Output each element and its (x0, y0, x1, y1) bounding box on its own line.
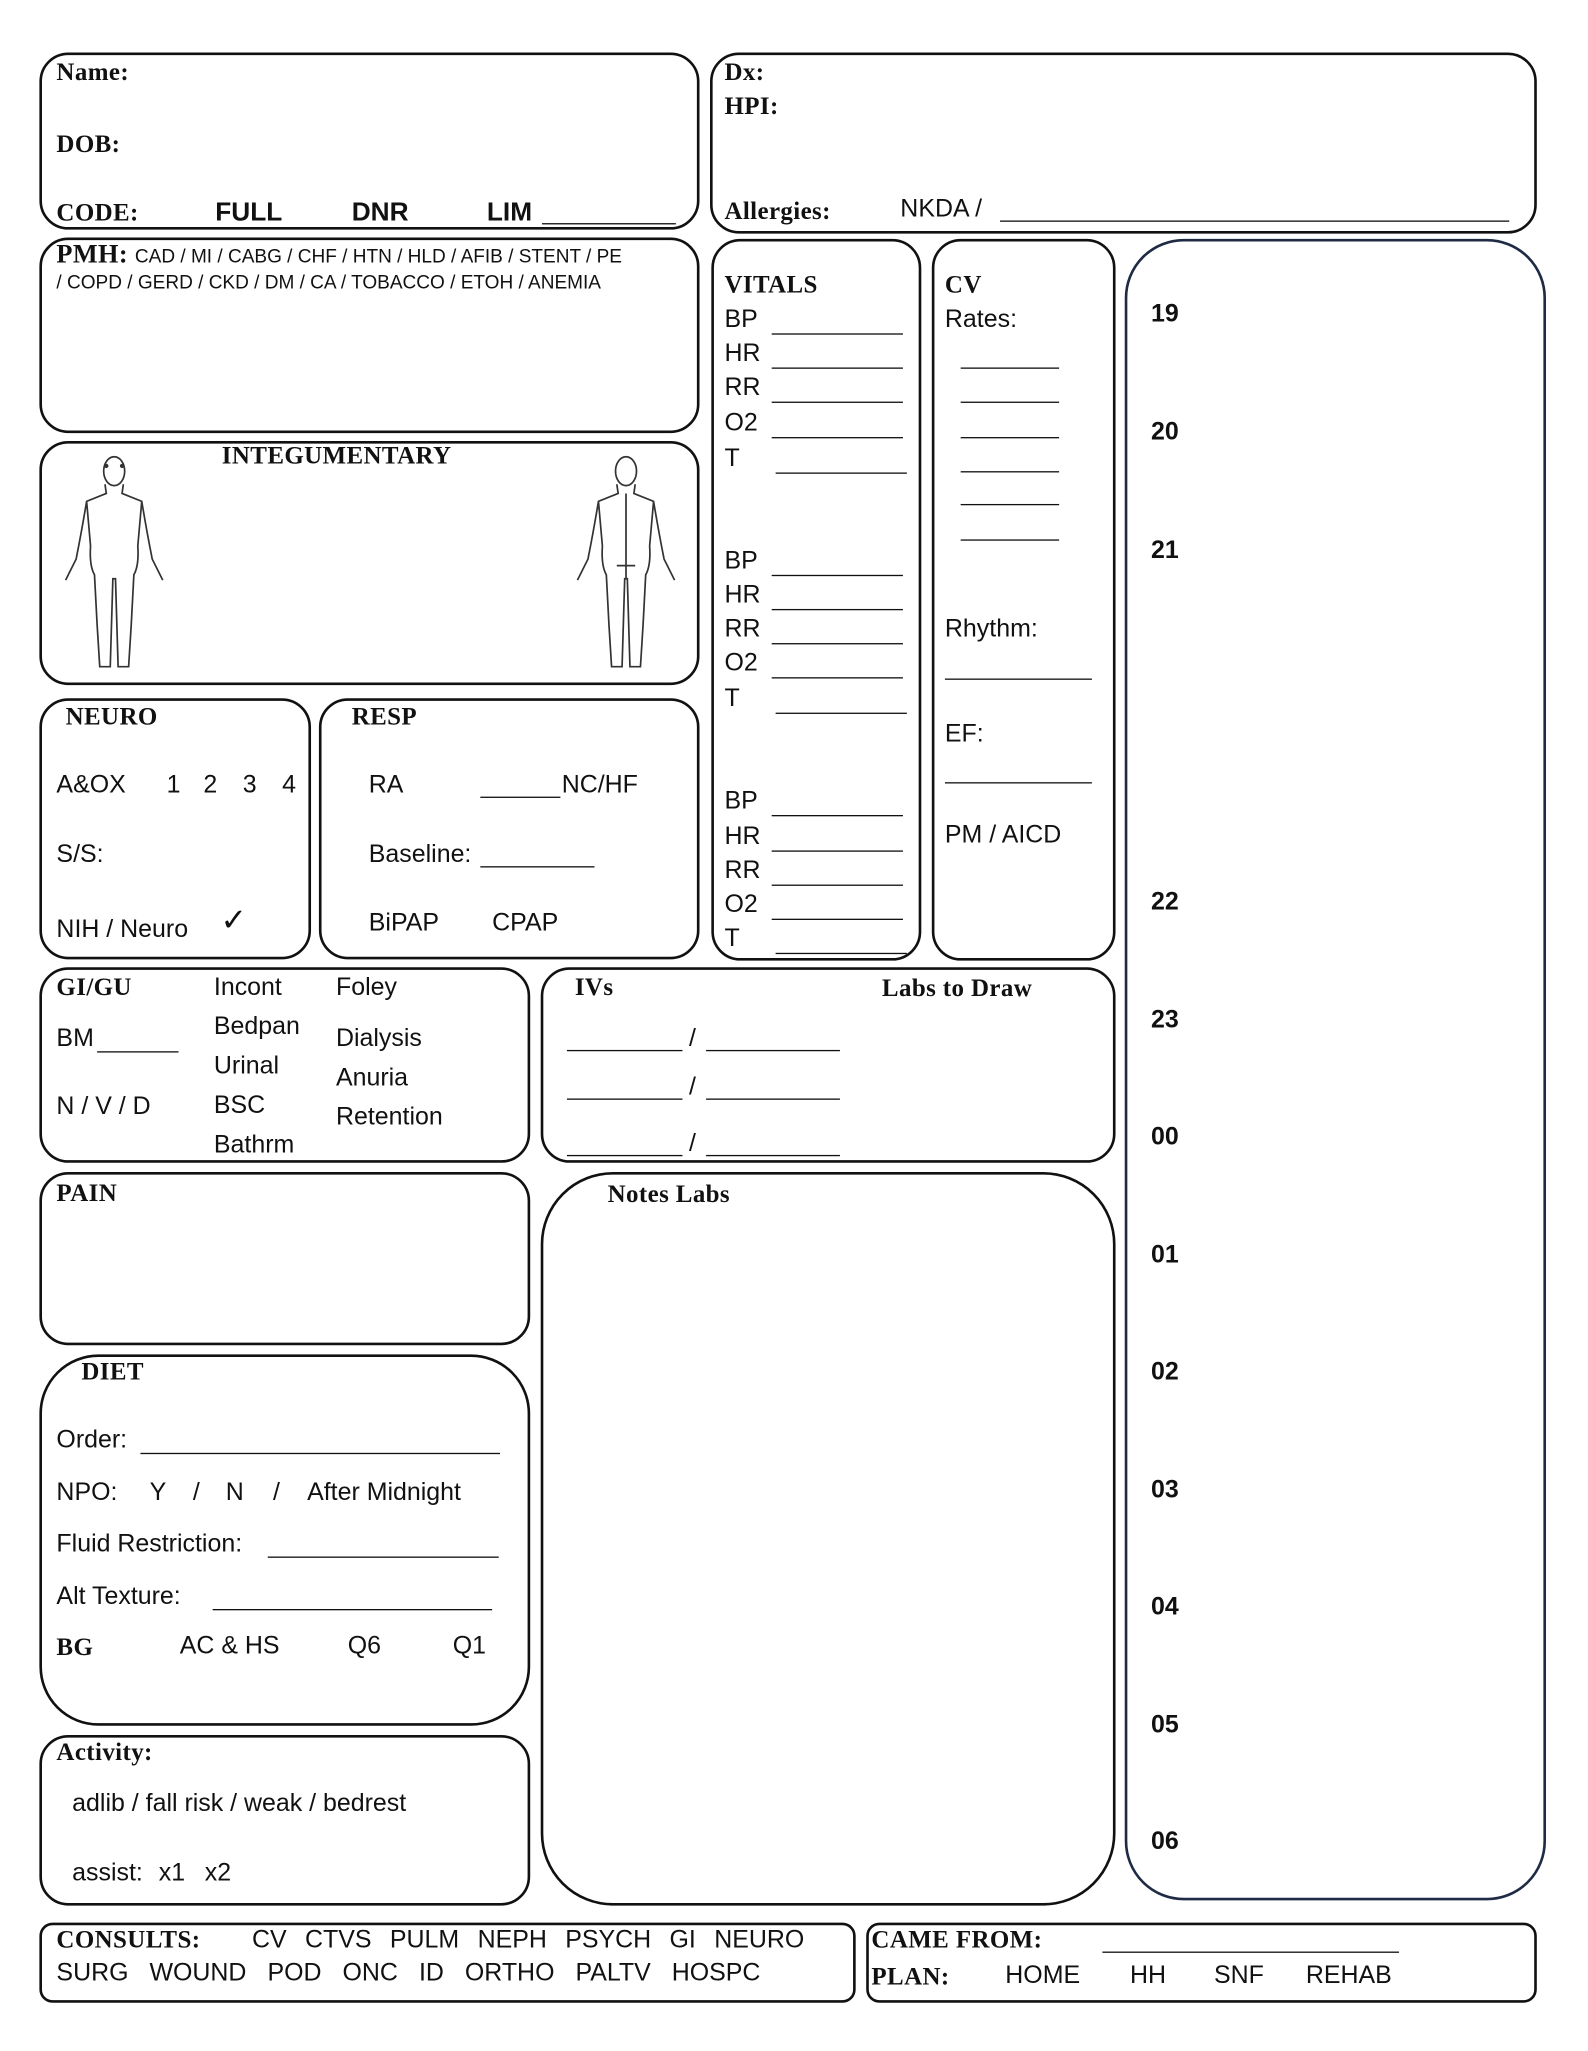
consult-id[interactable]: ID (418, 1959, 444, 1987)
pm-aicd[interactable]: PM / AICD (944, 821, 1062, 850)
ss-label: S/S: (56, 841, 104, 869)
hpi-label: HPI: (724, 93, 779, 121)
integumentary-title: INTEGUMENTARY (221, 442, 452, 470)
vital-label-rr: RR (724, 374, 761, 402)
assist-label: assist: (72, 1859, 143, 1888)
iv-separator: / (689, 1024, 696, 1053)
neuro-title: NEURO (65, 703, 158, 732)
vital-label-bp: BP (724, 547, 758, 575)
npo-sep: / (272, 1479, 280, 1507)
iv-line[interactable] (706, 1050, 840, 1051)
iv-separator: / (689, 1129, 696, 1158)
hour-label: 01 (1150, 1241, 1179, 1270)
activity-title: Activity: (56, 1738, 153, 1767)
gigu-title: GI/GU (56, 973, 132, 1002)
hour-label: 19 (1150, 300, 1179, 329)
baseline-line[interactable] (480, 866, 594, 867)
fluid-line[interactable] (268, 1557, 499, 1558)
labs-to-draw-title: Labs to Draw (881, 975, 1033, 1003)
aox-label: A&OX (56, 771, 126, 800)
ivs-title: IVs (574, 973, 614, 1002)
consult-psych[interactable]: PSYCH (565, 1926, 652, 1955)
name-label: Name: (56, 59, 130, 87)
hour-label: 04 (1150, 1593, 1179, 1621)
consult-wound[interactable]: WOUND (149, 1959, 247, 1987)
hour-label: 03 (1150, 1476, 1179, 1505)
bm-label: BM (56, 1024, 94, 1053)
consult-hospc[interactable]: HOSPC (671, 1959, 761, 1987)
hour-label: 20 (1150, 418, 1179, 447)
vital-line[interactable] (772, 643, 903, 644)
vital-line[interactable] (772, 333, 903, 334)
vital-label-rr: RR (724, 856, 761, 885)
pmh-items-1: CAD / MI / CABG / CHF / HTN / HLD / AFIB / STENT / PE (134, 246, 623, 268)
came-from-label: CAME FROM: (871, 1926, 1043, 1955)
lim-line[interactable] (542, 223, 676, 224)
room-air[interactable]: RA (368, 771, 404, 800)
code-dnr[interactable]: DNR (351, 198, 409, 228)
vital-line[interactable] (772, 402, 903, 403)
consult-gi[interactable]: GI (669, 1926, 696, 1955)
nc-hf[interactable]: NC/HF (561, 771, 638, 800)
gigu-bedpan[interactable]: Bedpan (213, 1013, 300, 1041)
hour-label: 06 (1150, 1828, 1179, 1856)
vital-line[interactable] (776, 713, 907, 714)
rate-line[interactable] (961, 504, 1059, 505)
vital-line[interactable] (776, 953, 907, 954)
consult-cv[interactable]: CV (251, 1926, 287, 1955)
vital-label-hr: HR (724, 581, 761, 609)
alt-texture-label: Alt Texture: (56, 1582, 181, 1611)
plan-home[interactable]: HOME (1005, 1962, 1081, 1990)
consult-ctvs[interactable]: CTVS (305, 1926, 372, 1955)
iv-line[interactable] (567, 1155, 682, 1156)
consult-neuro[interactable]: NEURO (714, 1926, 805, 1955)
rhythm-line[interactable] (945, 679, 1092, 680)
pmh-items-2: / COPD / GERD / CKD / DM / CA / TOBACCO / ETOH / ANEMIA (56, 272, 601, 294)
nkda[interactable]: NKDA / (900, 195, 983, 224)
plan-snf[interactable]: SNF (1213, 1962, 1264, 1990)
resp-title: RESP (351, 703, 418, 732)
code-lim[interactable]: LIM (486, 198, 533, 228)
bm-line[interactable] (97, 1051, 178, 1052)
pmh-label: PMH: (56, 240, 128, 270)
plan-rehab[interactable]: REHAB (1305, 1962, 1392, 1990)
vital-label-bp: BP (724, 305, 758, 334)
order-line[interactable] (140, 1453, 500, 1454)
consult-surg[interactable]: SURG (56, 1959, 129, 1987)
iv-line[interactable] (567, 1050, 682, 1051)
gigu-anuria[interactable]: Anuria (335, 1064, 409, 1092)
allergies-line[interactable] (1000, 220, 1509, 221)
hour-label: 21 (1150, 536, 1179, 565)
vital-line[interactable] (772, 850, 903, 851)
consult-paltv[interactable]: PALTV (575, 1959, 651, 1987)
diagnosis-box (710, 52, 1537, 233)
dob-label: DOB: (56, 131, 121, 159)
vital-line[interactable] (772, 367, 903, 368)
vital-line[interactable] (772, 885, 903, 886)
consult-neph[interactable]: NEPH (477, 1926, 547, 1955)
came-from-line[interactable] (1102, 1952, 1399, 1953)
allergies-label: Allergies: (724, 198, 831, 226)
plan-label: PLAN: (871, 1963, 950, 1991)
consult-ortho[interactable]: ORTHO (464, 1959, 555, 1987)
diet-title: DIET (81, 1358, 144, 1386)
bg-q6[interactable]: Q6 (347, 1632, 382, 1661)
vital-label-o2: O2 (724, 649, 758, 678)
vital-label-hr: HR (724, 822, 761, 851)
pain-title: PAIN (56, 1179, 118, 1208)
rate-line[interactable] (961, 539, 1059, 540)
vital-line[interactable] (772, 677, 903, 678)
aox-3[interactable]: 3 (242, 771, 257, 800)
gigu-retention[interactable]: Retention (335, 1103, 443, 1132)
rates-label: Rates: (944, 305, 1018, 334)
npo-n[interactable]: N (225, 1479, 244, 1507)
rate-line[interactable] (961, 437, 1059, 438)
activity-levels[interactable]: adlib / fall risk / weak / bedrest (72, 1790, 407, 1818)
pmh-line1 (56, 240, 622, 271)
bg-ac-hs[interactable]: AC & HS (179, 1632, 280, 1661)
gigu-bsc[interactable]: BSC (213, 1091, 266, 1120)
consults-label: CONSULTS: (56, 1926, 201, 1955)
rhythm-label: Rhythm: (944, 615, 1038, 644)
bg-label: BG (56, 1633, 94, 1662)
ef-line[interactable] (945, 782, 1092, 783)
assist-x2[interactable]: x2 (204, 1859, 232, 1888)
vital-line[interactable] (776, 472, 907, 473)
aox-4[interactable]: 4 (282, 771, 297, 800)
gigu-urinal[interactable]: Urinal (213, 1052, 280, 1081)
notes-labs-title: Notes Labs (607, 1181, 731, 1209)
dx-label: Dx: (724, 59, 765, 87)
baseline-label: Baseline: (368, 841, 472, 869)
gigu-dialysis[interactable]: Dialysis (335, 1024, 422, 1053)
hour-label: 00 (1150, 1123, 1179, 1151)
gigu-foley[interactable]: Foley (335, 973, 397, 1002)
vitals-title: VITALS (724, 271, 818, 300)
cpap[interactable]: CPAP (492, 909, 559, 938)
iv-line[interactable] (567, 1098, 682, 1099)
hour-label: 23 (1150, 1006, 1179, 1035)
assist-x1[interactable]: x1 (158, 1859, 186, 1888)
vital-line[interactable] (772, 609, 903, 610)
ef-label: EF: (944, 720, 984, 749)
check-icon[interactable]: ✓ (220, 901, 247, 939)
vital-line[interactable] (772, 437, 903, 438)
fluid-restriction-label: Fluid Restriction: (56, 1530, 243, 1558)
vital-label-rr: RR (724, 615, 761, 644)
vital-label-o2: O2 (724, 409, 758, 438)
code-full[interactable]: FULL (215, 198, 283, 228)
consult-onc[interactable]: ONC (342, 1959, 398, 1987)
vital-label-hr: HR (724, 339, 761, 368)
vital-label-t: T (724, 925, 740, 953)
vital-line[interactable] (772, 815, 903, 816)
order-label: Order: (56, 1426, 128, 1455)
rate-line[interactable] (961, 367, 1059, 368)
aox-1[interactable]: 1 (166, 771, 181, 800)
notes-labs-box (541, 1172, 1116, 1906)
rate-line[interactable] (961, 402, 1059, 403)
gigu-bathrm[interactable]: Bathrm (213, 1131, 295, 1159)
body-back-icon[interactable] (570, 454, 683, 674)
body-front-icon[interactable] (58, 454, 171, 674)
texture-line[interactable] (213, 1609, 493, 1610)
bg-q1[interactable]: Q1 (452, 1632, 487, 1661)
rate-line[interactable] (961, 471, 1059, 472)
npo-after-midnight[interactable]: After Midnight (307, 1479, 461, 1507)
iv-line[interactable] (706, 1155, 840, 1156)
aox-2[interactable]: 2 (203, 771, 218, 800)
npo-y[interactable]: Y (149, 1479, 167, 1507)
vital-label-bp: BP (724, 787, 758, 816)
plan-hh[interactable]: HH (1129, 1962, 1167, 1990)
hourly-timeline-box (1125, 239, 1546, 1900)
bipap[interactable]: BiPAP (368, 909, 440, 938)
cv-box (932, 239, 1116, 961)
iv-separator: / (689, 1073, 696, 1102)
npo-label: NPO: (56, 1479, 118, 1507)
cv-title: CV (944, 271, 982, 300)
hour-label: 02 (1150, 1358, 1179, 1386)
hour-label: 22 (1150, 888, 1179, 917)
iv-line[interactable] (706, 1098, 840, 1099)
consult-pod[interactable]: POD (267, 1959, 322, 1987)
vital-label-t: T (724, 685, 740, 713)
vital-line[interactable] (772, 919, 903, 920)
gigu-incont[interactable]: Incont (213, 973, 282, 1002)
vital-line[interactable] (772, 575, 903, 576)
vital-label-o2: O2 (724, 891, 758, 919)
vital-label-t: T (724, 444, 740, 473)
npo-sep: / (192, 1479, 200, 1507)
hour-label: 05 (1150, 1711, 1179, 1739)
nvd[interactable]: N / V / D (56, 1093, 151, 1121)
code-label: CODE: (56, 199, 139, 228)
nih-neuro: NIH / Neuro (56, 916, 189, 944)
nc-hf-line[interactable] (480, 797, 560, 798)
consult-pulm[interactable]: PULM (389, 1926, 460, 1955)
